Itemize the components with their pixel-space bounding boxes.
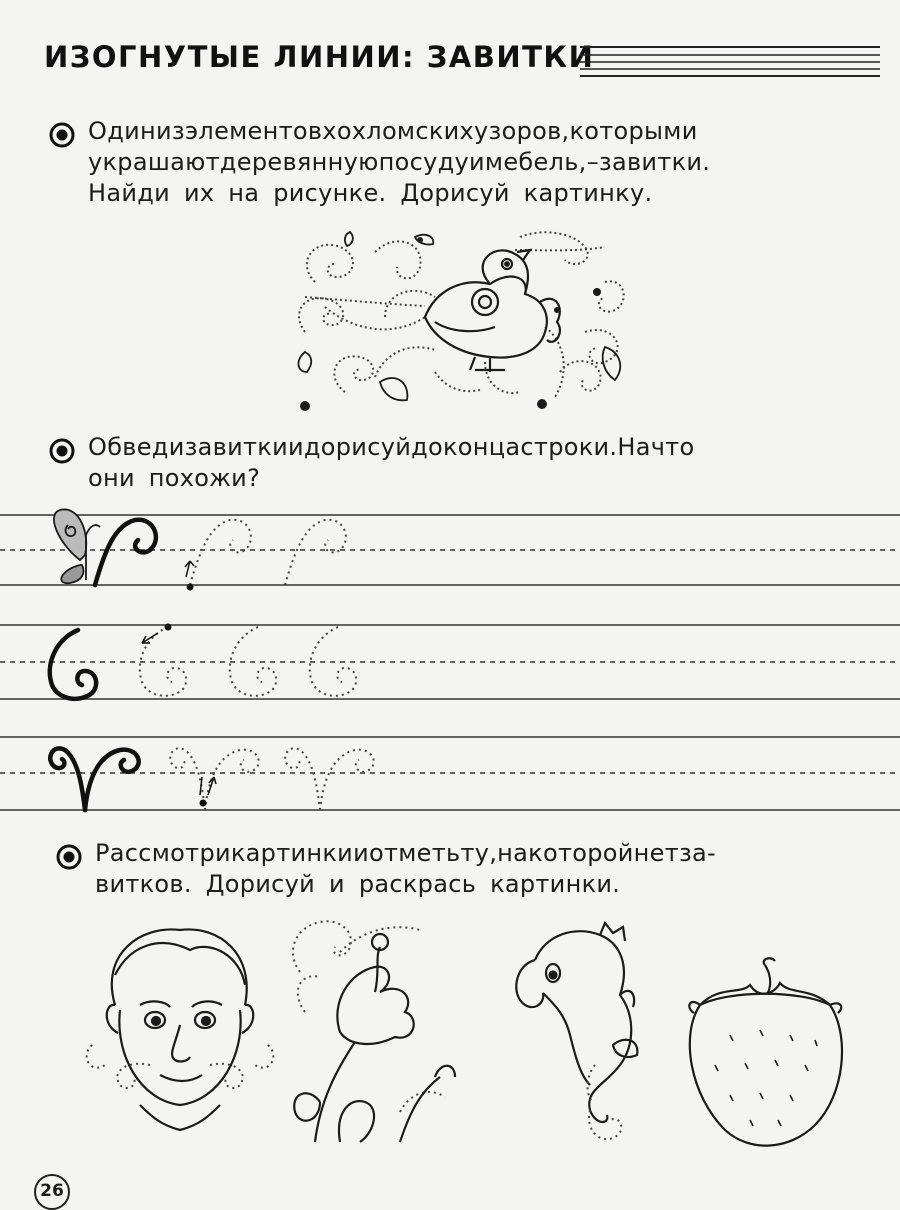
page-number: 26 xyxy=(34,1174,70,1210)
swirl-solid xyxy=(95,520,156,585)
tracing-lines-exercise xyxy=(0,505,900,825)
title-decorative-rules xyxy=(580,44,880,78)
strawberry-illustration xyxy=(680,955,850,1150)
flower-with-swirls-illustration xyxy=(280,912,480,1147)
butterfly-icon xyxy=(54,509,100,583)
writing-rules xyxy=(0,515,900,810)
double-swirl-solid xyxy=(50,748,138,810)
task-3-text xyxy=(95,838,858,900)
target-bullet-icon xyxy=(48,437,76,465)
task-1-line-1: Одинизэлементовхохломскихузоров,которыми xyxy=(88,117,698,145)
man-face-illustration xyxy=(80,915,280,1135)
task-2-line-2: они похожи? xyxy=(88,464,261,492)
task-1-line-3: Найди их на рисунке. Дорисуй картинку. xyxy=(88,179,653,207)
spiral-solid xyxy=(50,630,96,699)
task-2-line-1: Обведизавиткиидорисуйдоконцастроки.Начто xyxy=(88,433,695,461)
bird-with-swirls-illustration xyxy=(285,222,635,417)
target-bullet-icon xyxy=(48,121,76,149)
swirl-dotted-row-1 xyxy=(190,520,346,585)
page-title: ИЗОГНУТЫЕ ЛИНИИ: ЗАВИТКИ xyxy=(44,40,595,74)
task-1-text xyxy=(88,116,858,209)
task-2-text xyxy=(88,432,858,494)
target-bullet-icon xyxy=(55,843,83,871)
task-3-line-1: Рассмотрикартинкииотметьту,накоторойнетза- xyxy=(95,839,717,867)
seahorse-illustration xyxy=(495,915,655,1150)
task-3-line-2: витков. Дорисуй и раскрась картинки. xyxy=(95,870,621,898)
task-1-line-2: украшаютдеревяннуюпосудуимебель,–завитки. xyxy=(88,148,711,176)
